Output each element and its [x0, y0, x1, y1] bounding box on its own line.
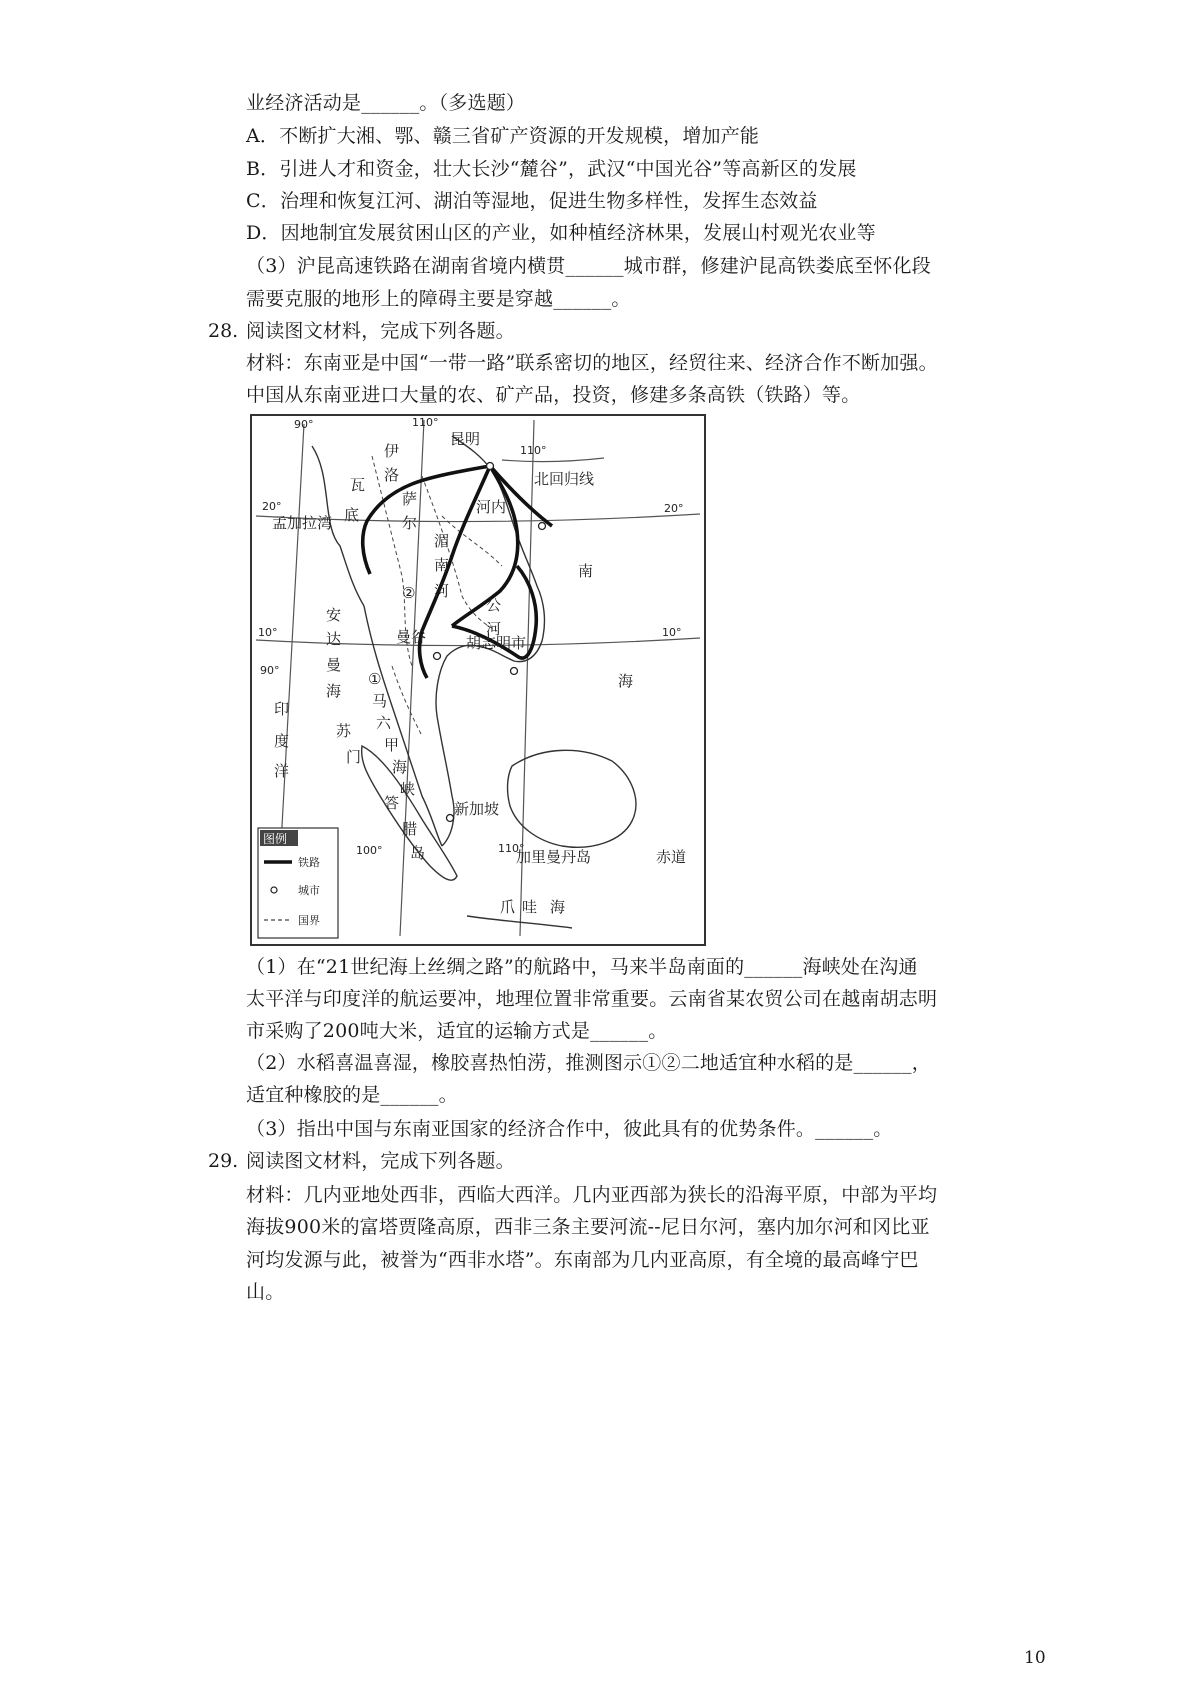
- place-label: 峡: [400, 780, 416, 798]
- place-label: 达: [326, 630, 342, 648]
- q27-option-d: D．因地制宜发展贫困山区的产业，如种植经济林果，发展山村观光农业等: [246, 222, 876, 244]
- q28-intro: 阅读图文材料，完成下列各题。: [246, 320, 515, 342]
- place-label: 曼谷: [396, 628, 427, 646]
- q29-material-line1: 材料：几内亚地处西非，西临大西洋。几内亚西部为狭长的沿海平原，中部为平均: [246, 1184, 938, 1206]
- place-label: 腊: [402, 820, 418, 838]
- lon-label: 110°: [412, 416, 439, 429]
- legend-item: 城市: [298, 884, 320, 897]
- railway-west: [363, 466, 490, 574]
- place-label: 河内: [476, 498, 507, 516]
- lon-label: 90°: [294, 418, 314, 431]
- lon-label: 110°: [520, 444, 547, 457]
- place-label: 底: [344, 506, 360, 524]
- lat-label: 20°: [664, 502, 684, 515]
- lon-label: 90°: [260, 664, 280, 677]
- place-label: 苏: [336, 722, 352, 740]
- q28-sub1-line1: （1）在“21世纪海上丝绸之路”的航路中，马来半岛南面的______海峡处在沟通: [246, 956, 918, 978]
- place-label: 海: [326, 682, 342, 700]
- place-label: 甲: [384, 736, 400, 754]
- place-label: 爪: [500, 898, 516, 916]
- q29-material-line4: 山。: [246, 1281, 285, 1303]
- place-label: ①: [368, 670, 382, 688]
- place-label: 岛: [410, 844, 426, 862]
- place-label: 胡志明市: [466, 634, 527, 652]
- q29-material-line3: 河均发源与此，被誉为“西非水塔”。东南部为几内亚高原，有全境的最高峰宁巴: [246, 1249, 919, 1271]
- legend-item: 国界: [298, 914, 320, 927]
- railway-east: [452, 466, 518, 626]
- q27-sub3-line2: 需要克服的地形上的障碍主要是穿越______。: [246, 288, 631, 310]
- place-label: 海: [550, 898, 566, 916]
- q28-material-line2: 中国从东南亚进口大量的农、矿产品，投资，修建多条高铁（铁路）等。: [246, 384, 861, 406]
- place-label: 曼: [326, 656, 342, 674]
- q29-intro: 阅读图文材料，完成下列各题。: [246, 1150, 515, 1172]
- q27-stem-tail: 业经济活动是______。（多选题）: [246, 92, 526, 114]
- place-label: 六: [376, 714, 392, 732]
- place-label: 萨: [402, 490, 418, 508]
- map-legend: [258, 828, 338, 938]
- borneo-outline: [508, 750, 636, 847]
- q27-sub3-line1: （3）沪昆高速铁路在湖南省境内横贯______城市群，修建沪昆高铁娄底至怀化段: [246, 255, 931, 277]
- tropic-label: 北回归线: [534, 470, 595, 488]
- place-label: 洋: [274, 762, 290, 780]
- q28-sub1-line3: 市采购了200吨大米，适宜的运输方式是______。: [246, 1020, 668, 1042]
- lon-label: 110°: [498, 842, 525, 855]
- place-label: 门: [346, 748, 362, 766]
- place-label: 瓦: [350, 476, 366, 494]
- place-label: 加里曼丹岛: [516, 848, 592, 866]
- bangkok-city-dot: [434, 653, 441, 660]
- place-label: 公: [486, 596, 502, 614]
- place-label: 哇: [522, 898, 538, 916]
- place-label: 南: [578, 562, 594, 580]
- place-label: 度: [274, 732, 290, 750]
- place-label: 新加坡: [454, 800, 500, 818]
- page-number: 10: [1024, 1648, 1046, 1668]
- border-4: [392, 666, 422, 736]
- place-label: 伊: [384, 442, 400, 460]
- place-label: 尔: [402, 514, 418, 532]
- q29-material-line2: 海拔900米的富塔贾隆高原，西非三条主要河流--尼日尔河，塞内加尔河和冈比亚: [246, 1216, 930, 1238]
- lat-label: 10°: [662, 626, 682, 639]
- place-label: 洛: [384, 466, 400, 484]
- lon-label: 100°: [356, 844, 383, 857]
- kunming-city-dot: [487, 463, 494, 470]
- place-label: 河: [486, 620, 502, 638]
- q29-number: 29.: [208, 1150, 239, 1172]
- place-label: 答: [384, 794, 400, 812]
- q28-number: 28.: [208, 320, 239, 342]
- q28-sub2-line2: 适宜种橡胶的是______。: [246, 1084, 458, 1106]
- singapore-city-dot: [447, 815, 454, 822]
- map-svg: [252, 416, 704, 944]
- legend-item: 铁路: [298, 856, 320, 869]
- place-label: 赤道: [656, 848, 687, 866]
- place-label: 海: [392, 758, 408, 776]
- place-label: 河: [434, 582, 450, 600]
- southeast-asia-map: [250, 414, 706, 946]
- place-label: 印: [274, 700, 290, 718]
- place-label: 孟加拉湾: [272, 514, 333, 532]
- q28-sub3: （3）指出中国与东南亚国家的经济合作中，彼此具有的优势条件。______。: [246, 1118, 893, 1140]
- legend-city-symbol: [271, 887, 277, 893]
- hcmc-city-dot: [511, 668, 518, 675]
- place-label: 海: [618, 672, 634, 690]
- hanoi-city-dot: [539, 523, 546, 530]
- place-label: 昆明: [450, 430, 481, 448]
- place-label: 南: [434, 556, 450, 574]
- q28-sub1-line2: 太平洋与印度洋的航运要冲，地理位置非常重要。云南省某农贸公司在越南胡志明: [246, 988, 938, 1010]
- place-label: 马: [372, 692, 388, 710]
- q27-option-b: B．引进人才和资金，壮大长沙“麓谷”，武汉“中国光谷”等高新区的发展: [246, 158, 857, 180]
- place-label: ②: [402, 584, 416, 602]
- lat-label: 10°: [258, 626, 278, 639]
- place-label: 湄: [434, 532, 450, 550]
- java-outline: [467, 916, 572, 928]
- q27-option-c: C．治理和恢复江河、湖泊等湿地，促进生物多样性，发挥生态效益: [246, 190, 818, 212]
- lat-label: 20°: [262, 500, 282, 513]
- tropic-line: [502, 458, 604, 462]
- place-label: 安: [326, 606, 342, 624]
- q27-option-a: A．不断扩大湘、鄂、赣三省矿产资源的开发规模，增加产能: [246, 125, 760, 147]
- q28-sub2-line1: （2）水稻喜温喜湿，橡胶喜热怕涝，推测图示①②二地适宜种水稻的是______，: [246, 1052, 931, 1074]
- legend-title: 图例: [263, 832, 288, 846]
- q28-material-line1: 材料：东南亚是中国“一带一路”联系密切的地区，经贸往来、经济合作不断加强。: [246, 352, 938, 374]
